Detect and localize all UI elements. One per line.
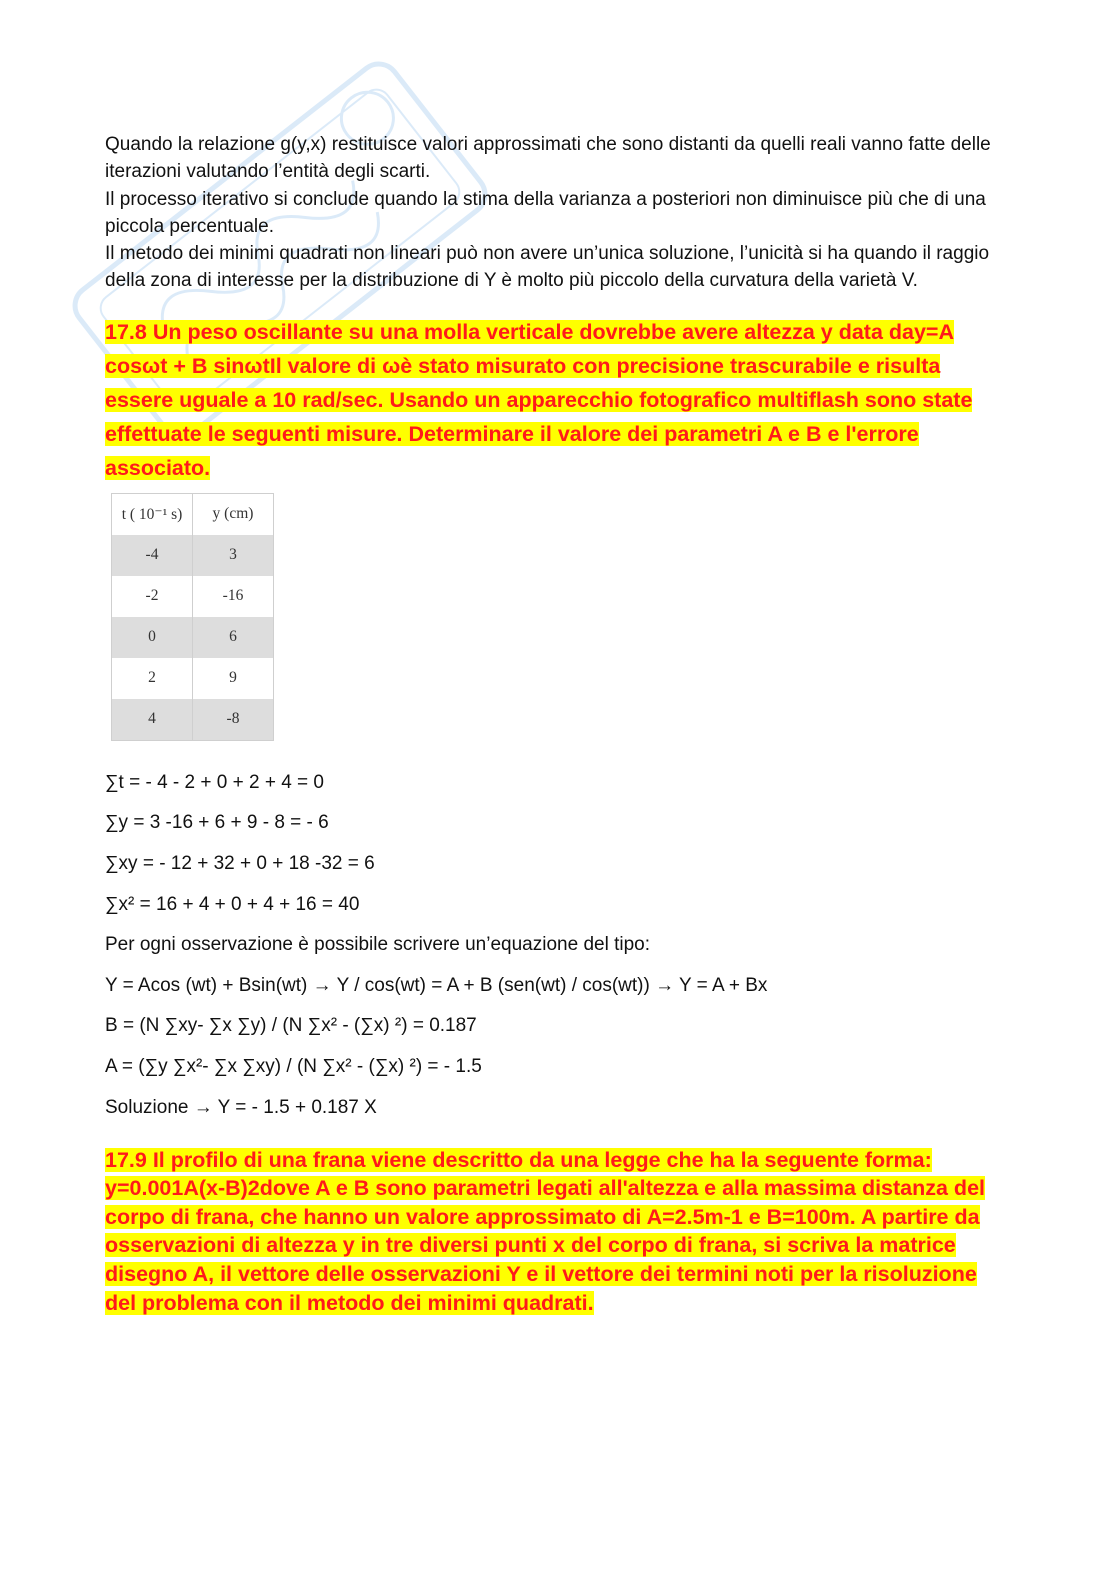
table-header-y: y (cm) [193,493,274,535]
model-equation-line: Y = Acos (wt) + Bsin(wt) → Y / cos(wt) = A + B (sen(wt) / cos(wt)) → Y = A + Bx [105,974,768,996]
calculation-section [105,769,1005,1121]
table-row [112,658,274,699]
question-17-8-text: 17.8 Un peso oscillante su una molla verticale dovrebbe avere altezza y data day=A cosωt + B sinωtIl valore di ωè stato misurato con precisione trascurabile e risulta essere uguale a 10 rad/sec. Usando un apparecchio fotografico multiflash sono state effettuate le seguenti misure. Determinare il valore dei parametri A e B e l'errore associato. [105,319,973,480]
document-page [105,131,1005,1317]
table-row [112,617,274,658]
b-formula-line: B = (N ∑xy- ∑x ∑y) / (N ∑x² - (∑x) ²) = 0.187 [105,1015,477,1037]
table-cell-y: 3 [193,535,274,576]
intro-paragraph: Il processo iterativo si conclude quando la stima della varianza a posteriori non diminuisce più che di una piccola percentuale. [105,188,986,237]
equation-intro-line: Per ogni osservazione è possibile scrivere un’equazione del tipo: [105,934,650,956]
intro-paragraph: Quando la relazione g(y,x) restituisce valori approssimati che sono distanti da quelli reali vanno fatte delle iterazioni valutando l’entità degli scarti. [105,134,991,183]
question-17-9-text: 17.9 Il profilo di una frana viene descritto da una legge che ha la seguente forma: y=0.001A(x-B)2dove A e B sono parametri legati all'altezza e alla massima distanza del corpo di frana, che hanno un valore approssimato di A=2.5m-1 e B=100m. A partire da osservazioni di altezza y in tre diversi punti x del corpo di frana, si scriva la matrice disegno A, il vettore delle osservazioni Y e il vettore dei termini noti per la risoluzione del problema con il metodo dei minimi quadrati. [105,1147,985,1315]
table-cell-t: 4 [112,699,193,741]
intro-paragraph: Il metodo dei minimi quadrati non lineari può non avere un’unica soluzione, l’unicità si ha quando il raggio della zona di interesse per la distribuzione di Y è molto più piccolo della curvatura della varietà V. [105,243,990,292]
sum-xy-line: ∑xy = - 12 + 32 + 0 + 18 -32 = 6 [105,852,375,874]
measurements-table [111,493,274,741]
table-cell-t: -4 [112,535,193,576]
intro-section [105,131,1005,295]
table-cell-y: 6 [193,617,274,658]
sum-x2-line: ∑x² = 16 + 4 + 0 + 4 + 16 = 40 [105,893,360,915]
table-cell-t: 0 [112,617,193,658]
table-cell-t: 2 [112,658,193,699]
solution-line: Soluzione → Y = - 1.5 + 0.187 X [105,1096,377,1118]
sum-t-line: ∑t = - 4 - 2 + 0 + 2 + 4 = 0 [105,771,324,793]
question-17-8 [105,315,1005,485]
table-header-t: t ( 10⁻¹ s) [112,493,193,535]
a-formula-line: A = (∑y ∑x²- ∑x ∑xy) / (N ∑x² - (∑x) ²) = - 1.5 [105,1055,482,1077]
table-cell-y: 9 [193,658,274,699]
table-cell-t: -2 [112,576,193,617]
table-header-row [112,493,274,535]
table-row [112,576,274,617]
sum-y-line: ∑y = 3 -16 + 6 + 9 - 8 = - 6 [105,812,329,834]
table-row [112,535,274,576]
question-17-9 [105,1146,1005,1318]
table-cell-y: -16 [193,576,274,617]
table-row [112,699,274,741]
table-cell-y: -8 [193,699,274,741]
